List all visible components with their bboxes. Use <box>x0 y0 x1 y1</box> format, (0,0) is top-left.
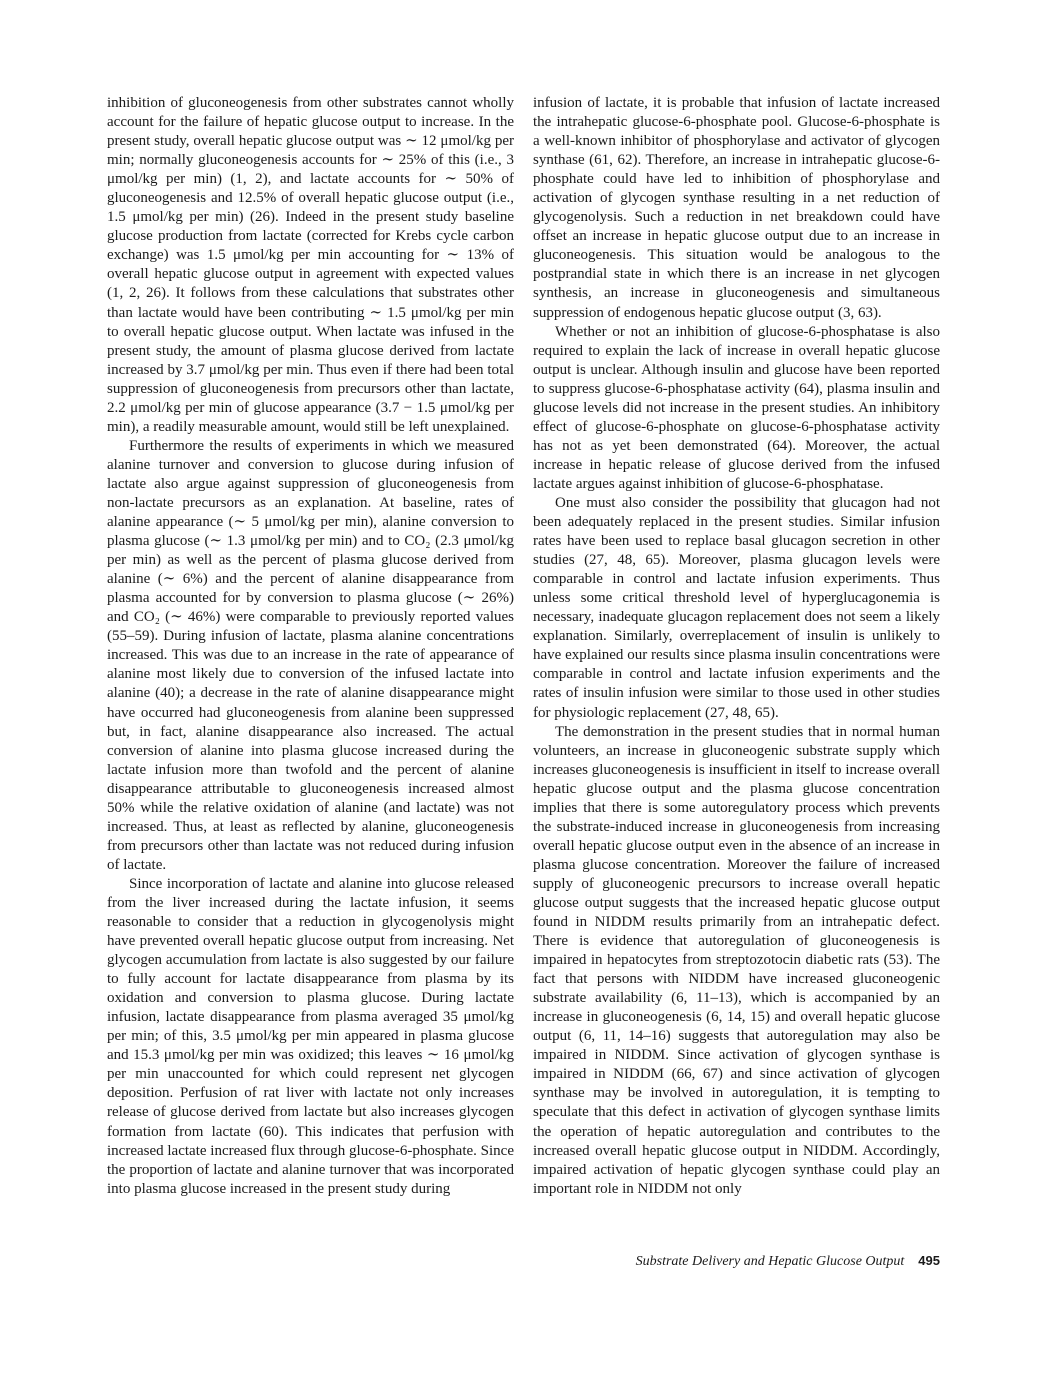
left-column <box>107 94 514 1199</box>
paragraph: Since incorporation of lactate and alanine into glucose released from the liver increased during the lactate infusion, it seems reasonable to consider that a reduction in glycogenolysis might have prevented overall hepatic glucose output from increasing. Net glycogen accumulation from lactate is also suggested by our failure to fully account for lactate disappearance from plasma by its oxidation and conversion to plasma glucose. During lactate infusion, lactate disappearance from plasma averaged 35 μmol/kg per min; of this, 3.5 μmol/kg per min appeared in plasma glucose and 15.3 μmol/kg per min was oxidized; this leaves ∼ 16 μmol/kg per min unaccounted for which could represent net glycogen deposition. Perfusion of rat liver with lactate not only increases release of glucose derived from lactate but also increases glycogen formation from lactate (60). This indicates that perfusion with increased lactate increased flux through glucose-6-phosphate. Since the proportion of lactate and alanine turnover that was incorporated into plasma glucose increased in the present study during <box>107 875 514 1197</box>
paragraph: The demonstration in the present studies that in normal human volunteers, an increase in gluconeogenic substrate supply which increases gluconeogenesis is insufficient in itself to increase overall hepatic glucose output and the plasma glucose concentration implies that there is some autoregulatory process which prevents the substrate-induced increase in gluconeogenesis from increasing overall hepatic glucose output even in the absence of an increase in plasma glucose concentration. Moreover the failure of increased supply of gluconeogenic precursors to increase overall hepatic glucose output suggests that the increased hepatic glucose output found in NIDDM results primarily from an intrahepatic defect. There is evidence that autoregulation of gluconeogenesis is impaired in hepatocytes from streptozotocin diabetic rats (53). The fact that persons with NIDDM have increased gluconeogenic substrate availability (6, 11–13), which is accompanied by an increase in gluconeogenesis (6, 14, 15) and overall hepatic glucose output (6, 11, 14–16) suggests that autoregulation may also be impaired in NIDDM. Since activation of glycogen synthase is impaired in NIDDM (66, 67) and since activation of glycogen synthase may be involved in autoregulation, it is tempting to speculate that this defect in activation of glycogen synthase limits the operation of hepatic autoregulation and contributes to the increased overall hepatic glucose output in NIDDM. Accordingly, impaired activation of hepatic glycogen synthase could play an important role in NIDDM not only <box>533 723 940 1197</box>
paragraph: Whether or not an inhibition of glucose-6-phosphatase is also required to explain the lack of increase in overall hepatic glucose output is unclear. Although insulin and glucose have been reported to suppress glucose-6-phosphatase activity (64), plasma insulin and glucose levels did not increase in the present studies. An inhibitory effect of glucose-6-phosphate on glucose-6-phosphatase activity has not as yet been demonstrated (64). Moreover, the actual increase in hepatic release of glucose derived from the infused lactate argues against inhibition of glucose-6-phosphatase. <box>533 323 940 492</box>
page-number: 495 <box>918 1253 940 1268</box>
right-column <box>533 94 940 1199</box>
paragraph: infusion of lactate, it is probable that infusion of lactate increased the intrahepatic glucose-6-phosphate pool. Glucose-6-phosphate is a well-known inhibitor of phosphorylase and activator of glycogen synthase (61, 62). Therefore, an increase in intrahepatic glucose-6-phosphate could have led to inhibition of phosphorylase and activation of glycogen synthase resulting in a net reduction of glycogenolysis. Such a reduction in net breakdown could have offset an increase in hepatic glucose output due to an increase in gluconeogenesis. This situation would be analogous to the postprandial state in which there is an increase in net glycogen synthesis, an increase in gluconeogenesis and simultaneous suppression of endogenous hepatic glucose output (3, 63). <box>533 95 940 321</box>
page-footer <box>533 1252 940 1271</box>
paragraph: Furthermore the results of experiments in which we measured alanine turnover and conversion to glucose during infusion of lactate also argue against suppression of gluconeogenesis from non-lactate precursors as an explanation. At baseline, rates of alanine appearance (∼ 5 μmol/kg per min), alanine conversion to plasma glucose (∼ 1.3 μmol/kg per min) and to CO₂ (2.3 μmol/kg per min) as well as the percent of plasma glucose derived from alanine (∼ 6%) and the percent of alanine disappearance from plasma accounted for by conversion to plasma glucose (∼ 26%) and CO₂ (∼ 46%) were comparable to previously reported values (55–59). During infusion of lactate, plasma alanine concentrations increased. This was due to an increase in the rate of appearance of alanine most likely due to conversion of the infused lactate into alanine (40); a decrease in the rate of alanine disappearance might have occurred had gluconeogenesis from alanine been suppressed but, in fact, alanine disappearance also increased. The actual conversion of alanine into plasma glucose increased during the lactate infusion more than twofold and the percent of alanine disappearance attributable to gluconeogenesis increased almost 50% while the relative oxidation of alanine (and lactate) was not increased. Thus, at least as reflected by alanine, gluconeogenesis from precursors other than lactate was not reduced during infusion of lactate. <box>107 437 514 873</box>
paragraph: One must also consider the possibility that glucagon had not been adequately replaced in the present studies. Similar infusion rates have been used to replace basal glucagon secretion in other studies (27, 48, 65). Moreover, plasma glucagon levels were comparable in control and lactate infusion experiments. Thus unless some critical threshold level of hyperglucagonemia is necessary, inadequate glucagon replacement does not seem a likely explanation. Similarly, overreplacement of insulin is unlikely to have explained our results since plasma insulin concentrations were comparable in control and lactate infusion experiments and the rates of insulin infusion were similar to those used in other studies for physiologic replacement (27, 48, 65). <box>533 494 940 721</box>
paragraph: inhibition of gluconeogenesis from other substrates cannot wholly account for the failure of hepatic glucose output to increase. In the present study, overall hepatic glucose output was ∼ 12 μmol/kg per min; normally gluconeogenesis accounts for ∼ 25% of this (i.e., 3 μmol/kg per min) (1, 2), and lactate accounts for ∼ 50% of gluconeogenesis and 12.5% of overall hepatic glucose output (i.e., 1.5 μmol/kg per min) (26). Indeed in the present study baseline glucose production from lactate (corrected for Krebs cycle carbon exchange) was 1.5 μmol/kg per min accounting for ∼ 13% of overall hepatic glucose output in agreement with expected values (1, 2, 26). It follows from these calculations that substrates other than lactate would have been contributing ∼ 1.5 μmol/kg per min to overall hepatic glucose output. When lactate was infused in the present study, the amount of plasma glucose derived from lactate increased by 3.7 μmol/kg per min. Thus even if there had been total suppression of gluconeogenesis from precursors other than lactate, 2.2 μmol/kg per min of glucose appearance (3.7 − 1.5 μmol/kg per min), a readily measurable amount, would still be left unexplained. <box>107 95 514 435</box>
running-title: Substrate Delivery and Hepatic Glucose Output <box>635 1254 905 1269</box>
